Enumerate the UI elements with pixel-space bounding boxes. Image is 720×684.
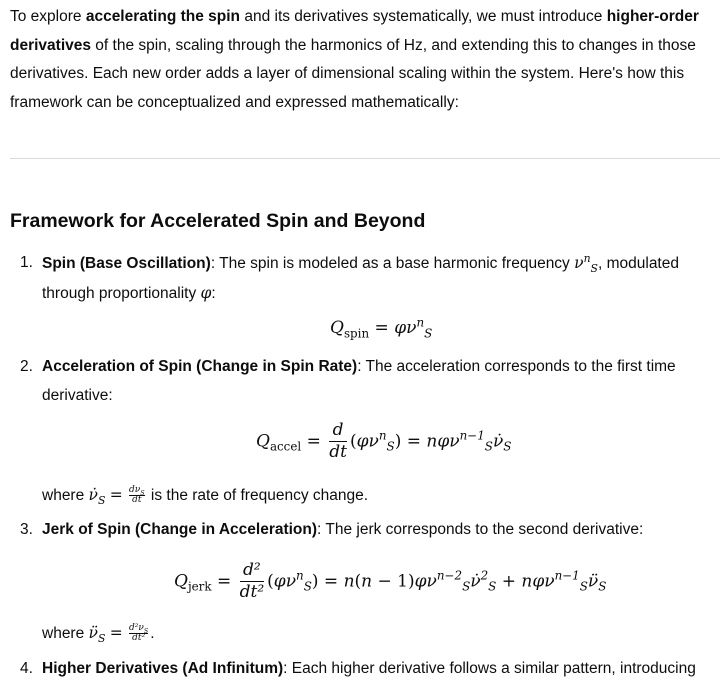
where-text: is the rate of frequency change. — [146, 487, 369, 504]
item-text: , modulated through proportionality — [42, 255, 679, 302]
intro-paragraph — [10, 3, 716, 117]
inline-math-nu-s-n: $\nu^n_S$ — [574, 251, 598, 276]
item-text: : The acceleration corresponds to the first time derivative: — [42, 358, 676, 404]
item-text: : The spin is modeled as a base harmonic frequency — [210, 255, 575, 272]
item-title: Spin (Base Oscillation) — [42, 255, 211, 272]
item-title: Higher Derivatives (Ad Infinitum) — [42, 660, 284, 677]
inline-frac-d2nu-dt2: $\frac{d^2\nu_S}{\text{dt²}}$ — [129, 622, 149, 644]
section-heading: Framework for Accelerated Spin and Beyond — [10, 210, 426, 232]
inline-math-nu-dot: $\nu̇_S$ — [88, 486, 106, 508]
equation-acceleration: $Q_{accel}$ = $\frac{d}{dt}$ $(\varphi\nu^n_S)$ = $n\varphi\nu^{n-1}_S\nu̇_S$ — [256, 420, 512, 463]
list-number: 3. — [20, 521, 33, 538]
inline-math-nu-ddot: $\nü_S$ — [88, 624, 106, 646]
item-text: : Each higher derivative follows a similar pattern, introducing — [283, 660, 696, 677]
list-number: 1. — [20, 254, 33, 271]
equation-spin: $Q_{spin} = \varphi\nu^n_S$ — [330, 315, 433, 341]
item-title: Jerk of Spin (Change in Acceleration) — [42, 521, 318, 538]
list-number: 4. — [20, 660, 33, 677]
intro-text-3: of the spin, scaling through the harmonics of Hz, and extending this to changes in those derivatives. Each new order adds a layer of dimensional scaling within the system. Here's how this framework can be conceptualized and expressed mathematically: — [10, 36, 696, 111]
inline-frac-dnu-dt: $d\nu_S$ dt — [129, 484, 145, 506]
item-title: Acceleration of Spin (Change in Spin Rate) — [42, 358, 358, 375]
list-number: 2. — [20, 358, 33, 375]
where-text: where — [42, 625, 89, 642]
intro-text-2: and its derivatives systematically, we must introduce — [240, 8, 607, 25]
item-text: : — [211, 284, 216, 302]
where-text: where — [42, 487, 89, 504]
item-text: : The jerk corresponds to the second derivative: — [317, 521, 644, 538]
intro-bold-higher-order: higher-order derivatives — [10, 8, 699, 54]
intro-bold-accelerating-spin: accelerating the spin — [85, 8, 241, 25]
where-text: . — [150, 625, 155, 642]
intro-text-1: To explore — [10, 8, 86, 25]
section-divider — [10, 158, 720, 159]
equation-jerk: $Q_{jerk}$ = $\frac{\text{d²}}{\text{dt²}}$ $(\varphi\nu^n_S) = n(n$ − $1)\varphi\nu^{n-2}_S\nu̇^2_S$ + $n\varphi\nu^{n-1}_S\nü_S$ — [174, 560, 607, 603]
inline-math-phi: φ — [200, 283, 212, 302]
